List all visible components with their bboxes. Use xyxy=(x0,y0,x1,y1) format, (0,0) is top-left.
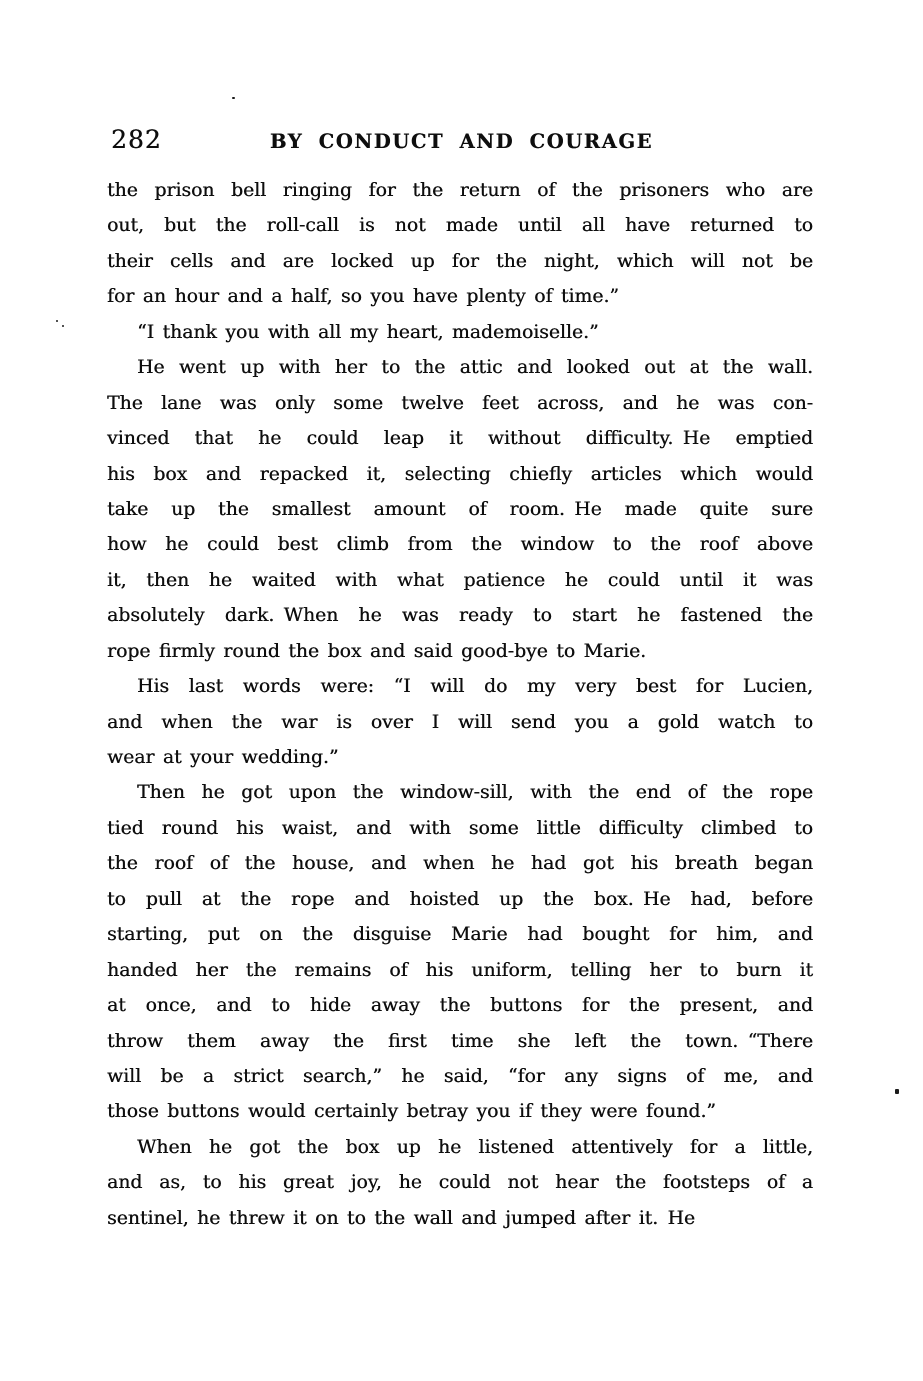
text-line: and when the war is over I will send you a gold watch to xyxy=(107,711,813,733)
text-line: His last words were: “I will do my very best for Lucien, xyxy=(137,676,813,698)
text-line: tied round his waist, and with some little difficulty climbed to xyxy=(107,817,813,839)
text-line: and as, to his great joy, he could not hear the footsteps of a xyxy=(107,1172,813,1194)
text-line: sentinel, he threw it on to the wall and jumped after it. He xyxy=(107,1207,696,1229)
text-line: will be a strict search,” he said, “for any signs of me, and xyxy=(107,1065,813,1087)
page-number: 282 xyxy=(111,125,162,154)
text-line: at once, and to hide away the buttons for the present, and xyxy=(107,995,813,1017)
scan-speck xyxy=(62,325,64,327)
text-line: take up the smallest amount of room. He made quite sure xyxy=(107,498,813,520)
text-line: rope firmly round the box and said good-bye to Marie. xyxy=(107,640,647,662)
page-header xyxy=(0,0,923,160)
text-line: the prison bell ringing for the return of the prisoners who are xyxy=(107,180,813,201)
text-line: out, but the roll-call is not made until all have returned to xyxy=(107,215,813,237)
scan-speck xyxy=(895,1089,899,1094)
scan-speck xyxy=(232,97,235,99)
text-line: for an hour and a half, so you have plenty of time.” xyxy=(107,286,619,308)
text-line: “I thank you with all my heart, mademoiselle.” xyxy=(137,321,599,343)
text-line: it, then he waited with what patience he could until it was xyxy=(107,569,813,591)
text-line: absolutely dark. When he was ready to start he fastened the xyxy=(107,605,813,627)
text-line: handed her the remains of his uniform, telling her to burn it xyxy=(107,959,813,981)
text-line: throw them away the first time she left the town. “There xyxy=(107,1030,813,1052)
text-line: to pull at the rope and hoisted up the box. He had, before xyxy=(107,888,813,910)
scan-speck xyxy=(56,320,58,322)
body-text xyxy=(107,173,813,1236)
running-title: BY CONDUCT AND COURAGE xyxy=(269,130,654,153)
text-line: his box and repacked it, selecting chiefly articles which would xyxy=(107,463,813,485)
text-line: Then he got upon the window-sill, with the end of the rope xyxy=(137,782,813,804)
paragraph xyxy=(107,350,813,669)
paragraph xyxy=(107,173,813,315)
text-line: When he got the box up he listened attentively for a little, xyxy=(137,1136,813,1158)
text-line: starting, put on the disguise Marie had bought for him, and xyxy=(107,924,813,946)
paragraph xyxy=(107,315,813,350)
paragraph xyxy=(107,775,813,1129)
text-line: wear at your wedding.” xyxy=(107,747,339,768)
text-line: their cells and are locked up for the night, which will not be xyxy=(107,250,813,272)
text-line: the roof of the house, and when he had got his breath began xyxy=(107,853,813,875)
text-line: He went up with her to the attic and looked out at the wall. xyxy=(137,357,813,379)
paragraph xyxy=(107,1130,813,1236)
text-line: vinced that he could leap it without difficulty. He emptied xyxy=(107,428,813,450)
text-line: those buttons would certainly betray you if they were found.” xyxy=(107,1101,716,1123)
text-line: The lane was only some twelve feet across, and he was con- xyxy=(107,392,813,414)
text-line: how he could best climb from the window to the roof above xyxy=(107,534,813,556)
paragraph xyxy=(107,669,813,775)
